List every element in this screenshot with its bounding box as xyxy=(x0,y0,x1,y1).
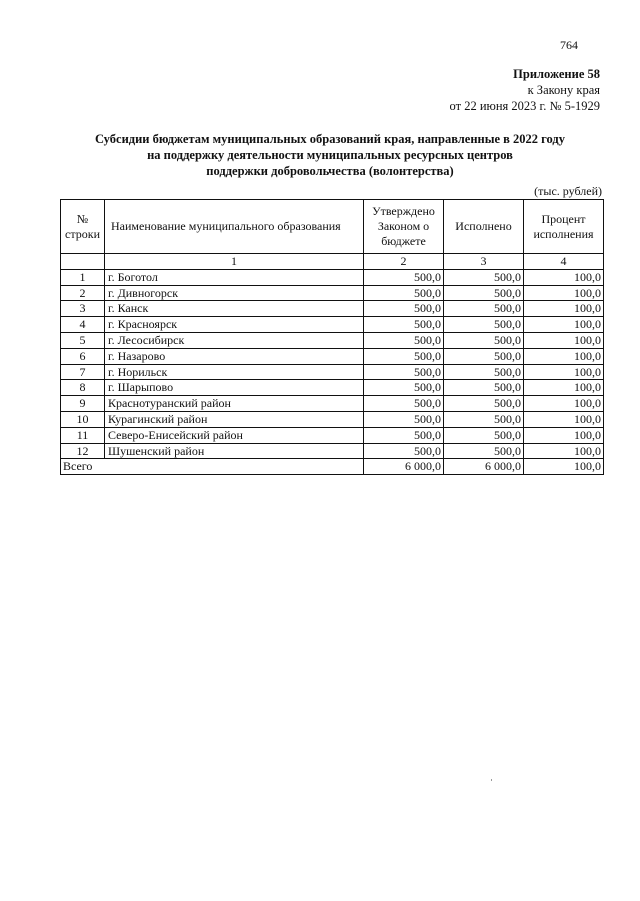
header-percent xyxy=(524,200,604,254)
header-executed: Исполнено xyxy=(444,200,524,254)
approved-amount-cell: 500,0 xyxy=(364,380,444,396)
execution-percent-cell: 100,0 xyxy=(524,380,604,396)
document-title xyxy=(60,131,600,179)
execution-percent-cell: 100,0 xyxy=(524,269,604,285)
table-row xyxy=(61,380,604,396)
total-executed-cell: 6 000,0 xyxy=(444,459,524,475)
approved-amount-cell: 500,0 xyxy=(364,411,444,427)
municipality-name-cell: г. Дивногорск xyxy=(105,285,364,301)
row-number-cell: 5 xyxy=(61,332,105,348)
header-approved xyxy=(364,200,444,254)
header-text: Утверждено xyxy=(372,204,435,218)
appendix-law-date: от 22 июня 2023 г. № 5-1929 xyxy=(449,99,600,113)
executed-amount-cell: 500,0 xyxy=(444,317,524,333)
municipality-name-cell: г. Красноярск xyxy=(105,317,364,333)
table-row xyxy=(61,317,604,333)
table-header-row xyxy=(61,200,604,254)
execution-percent-cell: 100,0 xyxy=(524,317,604,333)
table-row xyxy=(61,301,604,317)
executed-amount-cell: 500,0 xyxy=(444,443,524,459)
row-number-cell: 10 xyxy=(61,411,105,427)
header-text: № xyxy=(76,211,89,226)
total-approved-cell: 6 000,0 xyxy=(364,459,444,475)
row-number-cell: 3 xyxy=(61,301,105,317)
total-label: Всего xyxy=(61,459,364,475)
municipality-name-cell: г. Назарово xyxy=(105,348,364,364)
appendix-law-reference: к Закону края xyxy=(527,83,600,97)
row-number-cell: 6 xyxy=(61,348,105,364)
executed-amount-cell: 500,0 xyxy=(444,364,524,380)
units-label: (тыс. рублей) xyxy=(534,184,602,198)
header-text: бюджете xyxy=(381,234,426,248)
execution-percent-cell: 100,0 xyxy=(524,348,604,364)
approved-amount-cell: 500,0 xyxy=(364,396,444,412)
approved-amount-cell: 500,0 xyxy=(364,427,444,443)
execution-percent-cell: 100,0 xyxy=(524,427,604,443)
title-line: поддержки добровольчества (волонтерства) xyxy=(206,164,454,178)
row-number-cell: 8 xyxy=(61,380,105,396)
approved-amount-cell: 500,0 xyxy=(364,301,444,317)
municipality-name-cell: Курагинский район xyxy=(105,411,364,427)
table-row xyxy=(61,285,604,301)
row-number-cell: 1 xyxy=(61,269,105,285)
scan-artifact xyxy=(491,779,492,781)
column-index-row xyxy=(61,254,604,270)
header-text: Законом о xyxy=(377,219,430,233)
executed-amount-cell: 500,0 xyxy=(444,427,524,443)
row-number-cell: 9 xyxy=(61,396,105,412)
executed-amount-cell: 500,0 xyxy=(444,380,524,396)
municipality-name-cell: г. Боготол xyxy=(105,269,364,285)
executed-amount-cell: 500,0 xyxy=(444,301,524,317)
execution-percent-cell: 100,0 xyxy=(524,411,604,427)
title-line: Субсидии бюджетам муниципальных образований края, направленные в 2022 году xyxy=(94,132,566,146)
total-row xyxy=(61,459,604,475)
executed-amount-cell: 500,0 xyxy=(444,411,524,427)
table-row xyxy=(61,269,604,285)
index-cell: 1 xyxy=(105,254,364,270)
header-text: Процент xyxy=(541,211,586,226)
execution-percent-cell: 100,0 xyxy=(524,285,604,301)
row-number-cell: 7 xyxy=(61,364,105,380)
approved-amount-cell: 500,0 xyxy=(364,443,444,459)
approved-amount-cell: 500,0 xyxy=(364,317,444,333)
executed-amount-cell: 500,0 xyxy=(444,332,524,348)
approved-amount-cell: 500,0 xyxy=(364,348,444,364)
table-row xyxy=(61,427,604,443)
header-row-number xyxy=(61,200,105,254)
index-cell xyxy=(61,254,105,270)
approved-amount-cell: 500,0 xyxy=(364,269,444,285)
total-percent-cell: 100,0 xyxy=(524,459,604,475)
execution-percent-cell: 100,0 xyxy=(524,301,604,317)
municipality-name-cell: г. Шарыпово xyxy=(105,380,364,396)
appendix-block xyxy=(450,66,600,114)
title-line: на поддержку деятельности муниципальных ресурсных центров xyxy=(147,148,513,162)
table-row xyxy=(61,332,604,348)
table-row xyxy=(61,396,604,412)
index-cell: 4 xyxy=(524,254,604,270)
row-number-cell: 12 xyxy=(61,443,105,459)
table-row xyxy=(61,411,604,427)
table-row xyxy=(61,364,604,380)
page-number: 764 xyxy=(560,38,578,52)
execution-percent-cell: 100,0 xyxy=(524,443,604,459)
municipality-name-cell: г. Норильск xyxy=(105,364,364,380)
row-number-cell: 2 xyxy=(61,285,105,301)
approved-amount-cell: 500,0 xyxy=(364,332,444,348)
appendix-title: Приложение 58 xyxy=(513,67,600,81)
index-cell: 3 xyxy=(444,254,524,270)
municipality-name-cell: г. Канск xyxy=(105,301,364,317)
executed-amount-cell: 500,0 xyxy=(444,396,524,412)
header-text: строки xyxy=(65,226,100,241)
row-number-cell: 11 xyxy=(61,427,105,443)
execution-percent-cell: 100,0 xyxy=(524,396,604,412)
index-cell: 2 xyxy=(364,254,444,270)
municipality-name-cell: г. Лесосибирск xyxy=(105,332,364,348)
approved-amount-cell: 500,0 xyxy=(364,364,444,380)
subsidies-table xyxy=(60,199,604,475)
executed-amount-cell: 500,0 xyxy=(444,348,524,364)
table-row xyxy=(61,443,604,459)
approved-amount-cell: 500,0 xyxy=(364,285,444,301)
header-municipality-name: Наименование муниципального образования xyxy=(105,200,364,254)
table-row xyxy=(61,348,604,364)
municipality-name-cell: Краснотуранский район xyxy=(105,396,364,412)
municipality-name-cell: Шушенский район xyxy=(105,443,364,459)
row-number-cell: 4 xyxy=(61,317,105,333)
executed-amount-cell: 500,0 xyxy=(444,285,524,301)
executed-amount-cell: 500,0 xyxy=(444,269,524,285)
header-text: исполнения xyxy=(533,226,594,241)
execution-percent-cell: 100,0 xyxy=(524,332,604,348)
execution-percent-cell: 100,0 xyxy=(524,364,604,380)
municipality-name-cell: Северо-Енисейский район xyxy=(105,427,364,443)
